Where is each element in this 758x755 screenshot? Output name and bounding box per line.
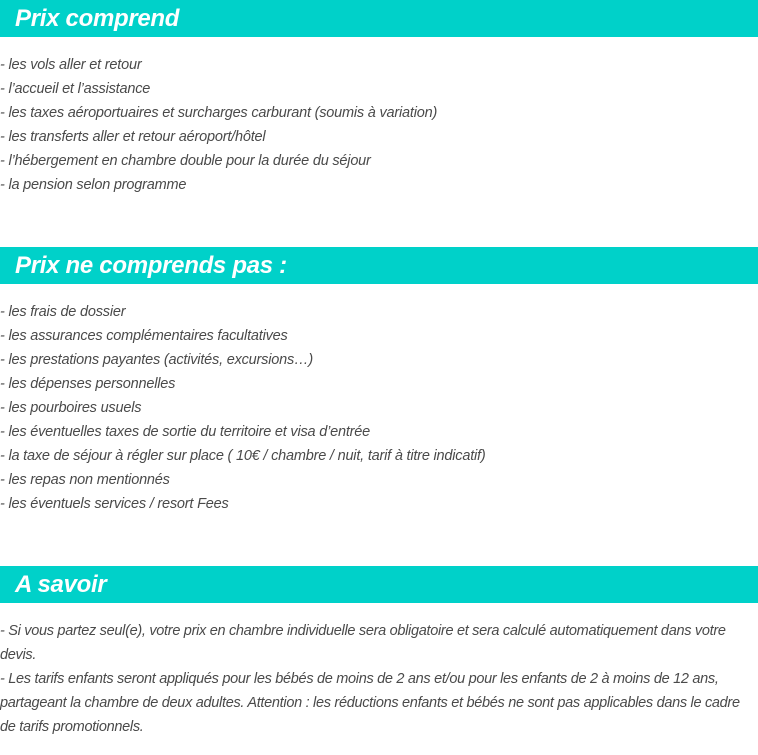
info-paragraph-child-rates: - Les tarifs enfants seront appliqués pour les bébés de moins de 2 ans et/ou pour les enfants de 2 à moins de 12 ans, partageant la chambre de deux adultes. Attention : les réductions enfants et bébés ne sont pas applicables dans le cadre de tarifs promotionnels. <box>0 671 740 735</box>
section-header-prix-ne-comprend-pas <box>0 247 758 284</box>
list-item: - les repas non mentionnés <box>0 472 170 488</box>
list-item: - les pourboires usuels <box>0 400 142 416</box>
list-item: - les taxes aéroportuaires et surcharges carburant (soumis à variation) <box>0 105 438 121</box>
included-list <box>0 53 437 197</box>
list-item: - les éventuelles taxes de sortie du territoire et visa d’entrée <box>0 424 371 440</box>
list-item: - les éventuels services / resort Fees <box>0 496 229 512</box>
list-item: - la taxe de séjour à régler sur place ( 10€ / chambre / nuit, tarif à titre indicatif) <box>0 448 486 464</box>
excluded-list <box>0 300 486 516</box>
section-title: Prix comprend <box>15 5 180 32</box>
list-item: - les prestations payantes (activités, excursions…) <box>0 352 313 368</box>
section-header-a-savoir <box>0 566 758 603</box>
list-item: - les dépenses personnelles <box>0 376 176 392</box>
list-item: - l’hébergement en chambre double pour la durée du séjour <box>0 153 371 169</box>
section-header-prix-comprend <box>0 0 758 37</box>
section-title: A savoir <box>15 571 107 598</box>
list-item: - l’accueil et l’assistance <box>0 81 151 97</box>
list-item: - les assurances complémentaires facultatives <box>0 328 288 344</box>
list-item: - les transferts aller et retour aéroport/hôtel <box>0 129 266 145</box>
list-item: - les frais de dossier <box>0 304 126 320</box>
info-paragraph-single-room: - Si vous partez seul(e), votre prix en chambre individuelle sera obligatoire et sera calculé automatiquement dans votre devis. <box>0 623 726 663</box>
list-item: - la pension selon programme <box>0 177 187 193</box>
list-item: - les vols aller et retour <box>0 57 142 73</box>
section-title: Prix ne comprends pas : <box>15 252 287 279</box>
